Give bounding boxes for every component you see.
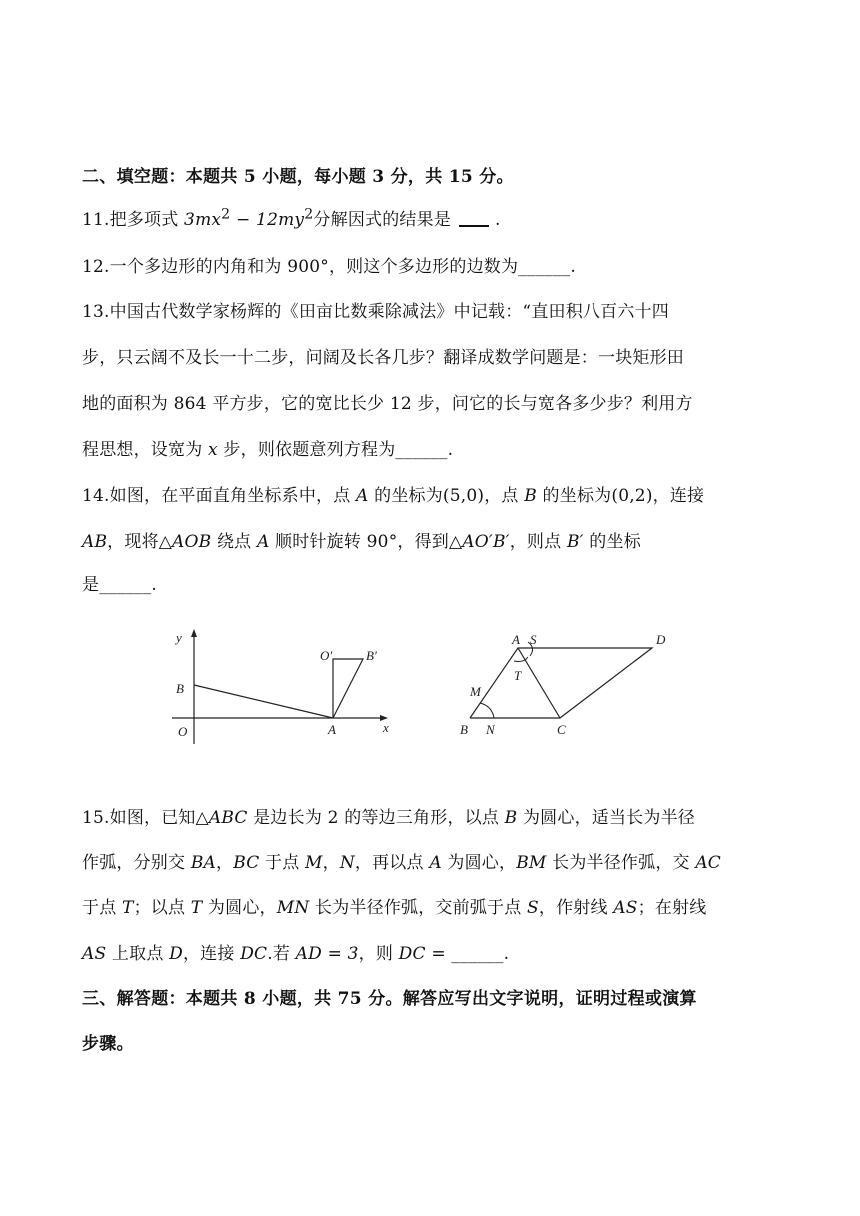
- label-c: C: [557, 722, 566, 737]
- q15-point: B: [504, 808, 518, 828]
- q15-text: ；以点: [133, 898, 191, 918]
- q15-text: ，: [322, 853, 340, 873]
- q15-text: ，则: [358, 944, 399, 964]
- q15-text: 15.如图，已知△: [82, 808, 209, 828]
- q15-point: N: [339, 853, 355, 873]
- q11-minus: −: [230, 210, 257, 230]
- coordinate-figure: [170, 626, 400, 746]
- q15-point: S: [527, 898, 539, 918]
- q15-text: 是边长为 2 的等边三角形，以点: [247, 808, 505, 828]
- q15-tri: ABC: [208, 808, 248, 828]
- q15-point: D: [169, 944, 183, 964]
- q11-exp-b: 2: [304, 206, 314, 223]
- q14-tri: AO′B′: [462, 532, 510, 552]
- q15-text: 于点: [259, 853, 306, 873]
- q14-point: A: [356, 486, 369, 506]
- question-15-line-2: [82, 848, 721, 873]
- q15-seg: BM: [516, 853, 547, 873]
- label-b-prime: B′: [366, 648, 377, 663]
- q11-post: 分解因式的结果是: [313, 210, 452, 230]
- question-14-line-3: 是______.: [82, 575, 158, 595]
- y-axis-arrow-icon: [191, 629, 197, 637]
- label-d: D: [656, 632, 666, 647]
- question-15-line-3: [82, 893, 706, 918]
- question-14-line-1: [82, 481, 704, 506]
- segment-ac: [518, 648, 560, 718]
- q15-text: ，再以点: [354, 853, 430, 873]
- q14-point: B: [524, 486, 537, 506]
- question-13-line-3: 地的面积为 864 平方步，它的宽比长少 12 步，问它的长与宽各多少步？利用方: [82, 394, 693, 414]
- question-12: 12.一个多边形的内角和为 900°，则这个多边形的边数为______.: [82, 257, 576, 277]
- label-m: M: [470, 684, 481, 699]
- label-a: A: [512, 632, 520, 647]
- q15-text: 为圆心，: [441, 853, 517, 873]
- q14-text: 绕点: [211, 532, 257, 552]
- label-o-prime: O′: [320, 648, 333, 663]
- label-s: S: [530, 632, 537, 647]
- q14-text: 的坐标为(5,0)，点: [368, 486, 525, 506]
- q15-text: 为圆心，适当长为半径: [517, 808, 695, 828]
- question-15-line-4: [82, 939, 509, 964]
- q14-text: 的坐标: [583, 532, 641, 552]
- segment-ab: [194, 685, 333, 718]
- q15-point: M: [305, 853, 323, 873]
- q15-text: .若: [267, 944, 296, 964]
- q11-end: .: [495, 210, 501, 230]
- label-y: y: [176, 630, 182, 645]
- q15-eq: AD = 3: [295, 944, 359, 964]
- q15-text: 长为半径作弧，交: [546, 853, 696, 873]
- q15-text: ，连接: [182, 944, 241, 964]
- q11-number: 11.: [82, 210, 110, 230]
- q15-point: T: [122, 898, 134, 918]
- q14-text: 14.如图，在平面直角坐标系中，点: [82, 486, 357, 506]
- label-b: B: [176, 681, 184, 696]
- section-3-heading-line-1: 三、解答题：本题共 8 小题，共 75 分。解答应写出文字说明，证明过程或演算: [82, 989, 697, 1009]
- answer-blank: ______.: [451, 944, 510, 964]
- q15-point: A: [429, 853, 442, 873]
- q15-seg: AS: [613, 898, 638, 918]
- section-2-heading: 二、填空题：本题共 5 小题，每小题 3 分，共 15 分。: [82, 167, 514, 187]
- parallelogram-abcd: [470, 648, 652, 718]
- q15-text: 作弧，分别交: [82, 853, 191, 873]
- construction-figure: [450, 626, 690, 746]
- q15-text: 于点: [82, 898, 123, 918]
- label-a: A: [328, 722, 336, 737]
- q14-seg: AB: [82, 532, 108, 552]
- q15-eq: DC =: [398, 944, 452, 964]
- q15-text: ，作射线: [538, 898, 614, 918]
- question-13-line-2: 步，只云阔不及长一十二步，问阔及长各几步？翻译成数学问题是：一块矩形田: [82, 348, 684, 368]
- label-o: O: [178, 724, 188, 739]
- section-3-heading-line-2: 步骤。: [82, 1034, 134, 1054]
- question-13-line-4: [82, 435, 453, 460]
- q14-text: ，现将△: [107, 532, 173, 552]
- q15-seg: MN: [276, 898, 310, 918]
- q15-seg: DC: [240, 944, 268, 964]
- q11-pre: 把多项式: [109, 210, 185, 230]
- q15-seg: AS: [82, 944, 107, 964]
- q14-text: 的坐标为(0,2)，连接: [536, 486, 705, 506]
- q11-term-b: 12my: [256, 210, 305, 230]
- rotated-triangle: [333, 659, 363, 718]
- answer-blank: [459, 211, 489, 227]
- q13-l4-text-a: 程思想，设宽为: [82, 440, 209, 460]
- question-15-line-1: [82, 803, 695, 828]
- q13-l4-text-b: 步，则依题意列方程为______.: [217, 440, 454, 460]
- label-b: B: [460, 722, 468, 737]
- q15-seg: AC: [695, 853, 722, 873]
- q14-text: ，则点: [509, 532, 567, 552]
- label-n: N: [486, 722, 495, 737]
- q14-point: B′: [566, 532, 584, 552]
- q15-text: ，: [215, 853, 234, 873]
- q15-point: T: [190, 898, 203, 918]
- q15-seg: BA: [190, 853, 216, 873]
- arc-mn: [480, 703, 494, 718]
- q14-tri: AOB: [172, 532, 212, 552]
- q15-text: 上取点: [106, 944, 170, 964]
- q13-var-x: x: [208, 440, 218, 460]
- q15-text: 长为半径作弧，交前弧于点: [309, 898, 528, 918]
- label-x: x: [383, 720, 389, 735]
- label-t: T: [514, 668, 522, 683]
- q14-text: 顺时针旋转 90°，得到△: [269, 532, 463, 552]
- q15-seg: BC: [233, 853, 260, 873]
- q15-text: ；在射线: [637, 898, 707, 918]
- question-14-line-2: [82, 527, 641, 552]
- q11-term-a: 3mx: [184, 210, 222, 230]
- q11-exp-a: 2: [221, 206, 231, 223]
- question-13-line-1: 13.中国古代数学家杨辉的《田亩比数乘除减法》中记载：“直田积八百六十四: [82, 302, 669, 322]
- q15-text: 为圆心，: [202, 898, 277, 918]
- question-11: [82, 205, 501, 230]
- q14-point: A: [256, 532, 270, 552]
